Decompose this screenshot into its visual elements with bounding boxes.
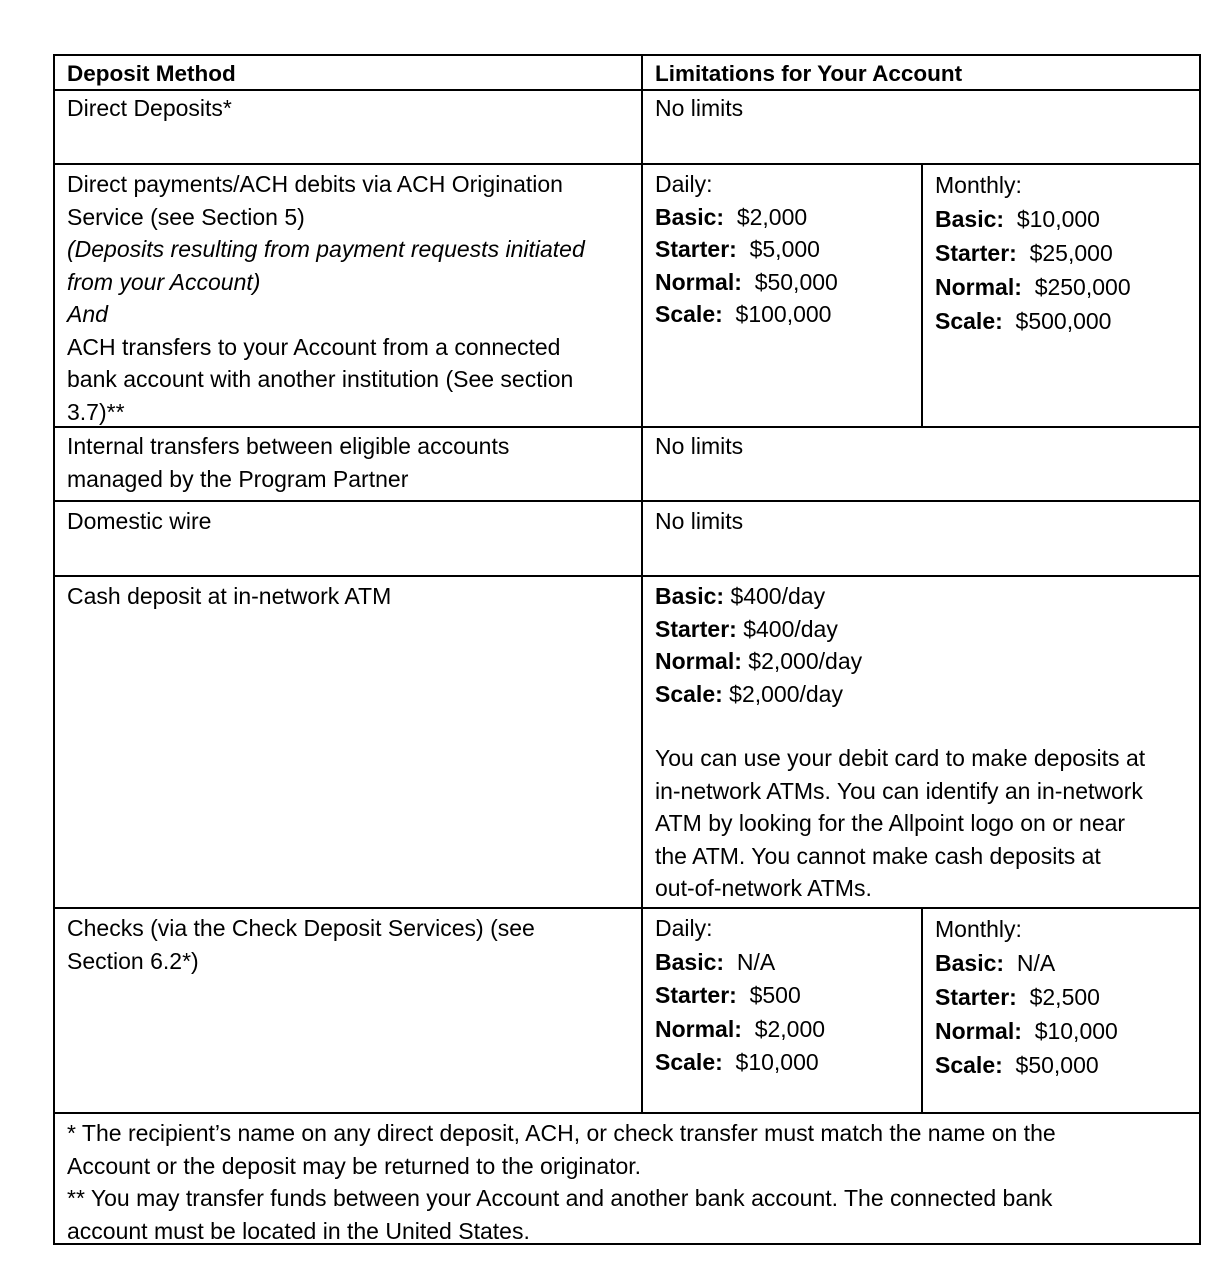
ach-monthly-limits [935,168,1131,338]
method-internal-transfers [67,430,509,495]
tier-limit [655,298,838,331]
tier-limit [655,613,862,646]
tier-name: Normal: [935,274,1022,300]
tier-value: $50,000 [754,268,838,295]
tier-value: $10,000 [1016,206,1100,232]
method-ach-line: (Deposits resulting from payment requests initiated [67,236,585,262]
subcolumn-divider [921,907,923,1113]
tier-limit [935,270,1131,304]
header-deposit-method: Deposit Method [67,61,236,86]
tier-name: Scale: [655,1049,723,1075]
row-divider [55,163,1199,165]
tier-limit [655,678,862,711]
footnote-line: Account or the deposit may be returned to the originator. [67,1152,642,1179]
tier-value: $2,000 [754,1015,826,1042]
tier-limit [935,236,1131,270]
tier-name: Starter: [935,240,1017,266]
footnote-line: ** You may transfer funds between your Account and another bank account. The connected bank [67,1185,1053,1211]
method-ach-line: from your Account) [67,268,261,295]
atm-note-line: the ATM. You cannot make cash deposits at [655,842,1101,869]
tier-limit [655,1046,825,1080]
limit-domestic-wire: No limits [655,508,744,534]
tier-value: $10,000 [1034,1018,1118,1044]
method-ach-line: bank account with another institution (See section [67,366,574,392]
tier-name: Starter: [655,236,737,262]
tier-value: $400/day [730,583,826,609]
tier-limit [655,979,825,1013]
tier-limit [655,645,862,678]
tier-limit [935,1014,1118,1048]
tier-value: $2,000/day [729,680,843,707]
tier-name: Basic: [935,950,1005,976]
tier-name: Normal: [655,1015,742,1042]
atm-limits [655,580,862,710]
tier-limit [935,202,1131,236]
method-internal-line: managed by the Program Partner [67,465,409,492]
tier-value: $5,000 [749,236,820,262]
tier-value: $50,000 [1015,1052,1099,1078]
tier-name: Normal: [655,648,742,674]
limit-internal-transfers: No limits [655,433,744,459]
tier-name: Starter: [655,982,737,1008]
atm-note-line: in-network ATMs. You can identify an in-network [655,777,1143,804]
tier-limit [655,946,825,980]
tier-value: $2,500 [1029,984,1100,1010]
tier-name: Basic: [655,203,725,230]
limit-direct-deposits: No limits [655,95,744,121]
tier-name: Starter: [935,984,1017,1010]
tier-limit [935,980,1118,1014]
method-ach-line: ACH transfers to your Account from a connected [67,333,561,360]
monthly-label: Monthly: [935,172,1022,198]
ach-daily-limits [655,168,838,331]
tier-value: $500 [749,982,801,1008]
column-divider [641,56,643,1113]
tier-limit [655,266,838,299]
atm-note-line: out-of-network ATMs. [655,875,872,901]
row-divider [55,907,1199,909]
subcolumn-divider [921,163,923,427]
deposit-limits-table [53,54,1201,1245]
daily-label: Daily: [655,915,713,941]
method-ach-line: Direct payments/ACH debits via ACH Origination [67,171,563,197]
tier-value: $400/day [743,615,838,642]
header-limitations: Limitations for Your Account [655,61,963,86]
checks-daily-limits [655,912,825,1080]
method-domestic-wire: Domestic wire [67,508,212,534]
tier-limit [655,201,838,234]
tier-name: Basic: [935,206,1005,232]
method-atm-cash: Cash deposit at in-network ATM [67,583,392,609]
atm-note [655,742,1145,905]
tier-name: Scale: [655,680,723,707]
tier-limit [655,1013,825,1047]
atm-note-line: ATM by looking for the Allpoint logo on or near [655,810,1126,836]
row-divider [55,1112,1199,1114]
tier-name: Basic: [655,583,725,609]
tier-name: Normal: [655,268,742,295]
tier-name: Basic: [655,948,725,975]
footnote-line: account must be located in the United States. [67,1217,530,1244]
tier-value: $100,000 [735,301,832,327]
tier-value: $25,000 [1029,240,1113,266]
tier-limit [935,1048,1118,1082]
method-ach [67,168,585,428]
atm-note-line: You can use your debit card to make deposits at [655,745,1146,771]
method-checks [67,912,535,977]
tier-name: Scale: [655,301,723,327]
method-direct-deposits: Direct Deposits* [67,95,232,121]
tier-name: Normal: [935,1018,1022,1044]
tier-value: $500,000 [1015,308,1112,334]
tier-value: $2,000 [736,203,808,230]
tier-limit [935,946,1118,980]
tier-limit [935,304,1131,338]
method-ach-line: Service (see Section 5) [67,203,305,230]
method-checks-line: Checks (via the Check Deposit Services) (see [67,915,535,941]
tier-limit [655,233,838,266]
footnote-line: * The recipient’s name on any direct deposit, ACH, or check transfer must match the name on the [67,1120,1056,1146]
tier-value: N/A [1016,950,1056,976]
checks-monthly-limits [935,912,1118,1082]
tier-name: Starter: [655,615,737,642]
footnotes [67,1117,1056,1247]
tier-value: $10,000 [735,1049,819,1075]
row-divider [55,575,1199,577]
method-ach-line: 3.7)** [67,398,125,425]
tier-name: Scale: [935,308,1003,334]
row-divider [55,500,1199,502]
method-checks-line: Section 6.2*) [67,947,199,974]
tier-limit [655,580,862,613]
tier-value: $2,000/day [748,648,863,674]
monthly-label: Monthly: [935,916,1022,942]
tier-value: N/A [736,948,776,975]
daily-label: Daily: [655,171,713,197]
tier-value: $250,000 [1034,274,1131,300]
method-internal-line: Internal transfers between eligible accounts [67,433,510,459]
tier-name: Scale: [935,1052,1003,1078]
method-ach-line: And [67,301,108,327]
